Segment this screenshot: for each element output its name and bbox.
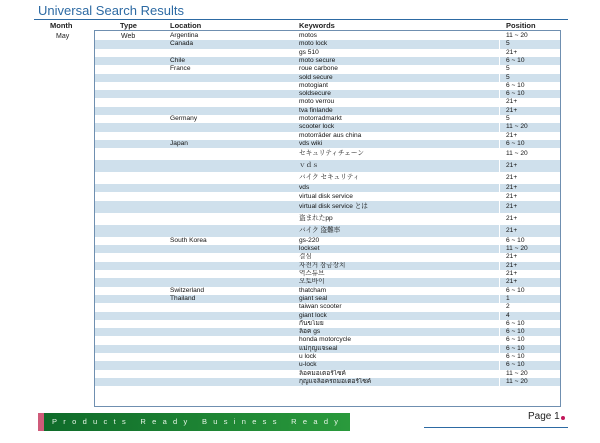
keyword-cell: motorräder aus china xyxy=(299,131,362,139)
position-cell: 21+ xyxy=(506,214,518,222)
position-cell: 21+ xyxy=(506,270,518,277)
table-row xyxy=(95,140,560,148)
keyword-cell: バイク 盗難率 xyxy=(299,226,341,234)
table-row xyxy=(95,303,560,311)
column-divider xyxy=(499,184,500,192)
table-row xyxy=(95,245,560,253)
position-cell: 6 ~ 10 xyxy=(506,344,525,352)
keyword-cell: virtual disk service とは xyxy=(299,202,368,210)
column-divider xyxy=(499,237,500,245)
keyword-cell: 자전거 잠금장치 xyxy=(299,261,346,269)
position-cell: 6 ~ 10 xyxy=(506,286,525,294)
table-row xyxy=(95,172,560,184)
column-divider xyxy=(499,90,500,98)
column-divider xyxy=(499,278,500,286)
column-divider xyxy=(499,213,500,225)
position-cell: 21+ xyxy=(506,261,518,269)
table-row xyxy=(95,32,560,40)
position-cell: 21+ xyxy=(506,278,518,286)
table-row xyxy=(95,361,560,369)
position-cell: 2 xyxy=(506,303,510,311)
table-row xyxy=(95,132,560,140)
keyword-cell: tva finlande xyxy=(299,106,333,114)
location-cell: Chile xyxy=(170,56,186,64)
keyword-cell: moto verrou xyxy=(299,98,335,106)
position-cell: 11 ~ 20 xyxy=(506,369,528,377)
header-position: Position xyxy=(506,21,536,30)
table-row xyxy=(95,201,560,213)
location-cell: France xyxy=(170,65,191,73)
table-row xyxy=(95,225,560,237)
column-divider xyxy=(499,132,500,140)
keyword-cell: 역스튜브 xyxy=(299,270,325,277)
position-cell: 6 ~ 10 xyxy=(506,139,525,147)
table-row xyxy=(95,123,560,131)
column-divider xyxy=(499,270,500,278)
column-divider xyxy=(499,172,500,184)
header-location: Location xyxy=(170,21,202,30)
type-value: Web xyxy=(121,33,136,40)
table-row xyxy=(95,82,560,90)
banner-text: Products Ready Business Ready xyxy=(52,417,345,426)
table-row xyxy=(95,287,560,295)
position-cell: 21+ xyxy=(506,48,518,56)
table-row xyxy=(95,184,560,192)
table-row xyxy=(95,253,560,261)
column-divider xyxy=(499,160,500,172)
keyword-cell: soldsecure xyxy=(299,90,331,98)
column-divider xyxy=(499,148,500,160)
table-row xyxy=(95,193,560,201)
column-divider xyxy=(499,320,500,328)
position-cell: 21+ xyxy=(506,253,518,261)
column-divider xyxy=(499,353,500,361)
table-row xyxy=(95,295,560,303)
table-row xyxy=(95,320,560,328)
position-cell: 11 ~ 20 xyxy=(506,123,528,131)
column-divider xyxy=(499,378,500,386)
keyword-cell: moto secure xyxy=(299,56,336,64)
keyword-cell: vds wiki xyxy=(299,139,323,147)
position-cell: 21+ xyxy=(506,162,518,170)
location-cell: Thailand xyxy=(170,294,196,302)
column-divider xyxy=(499,361,500,369)
location-cell: South Korea xyxy=(170,236,207,244)
header-keywords: Keywords xyxy=(299,21,335,30)
position-cell: 6 ~ 10 xyxy=(506,361,525,369)
keyword-cell: セキュリティチェーン xyxy=(299,150,364,158)
column-divider xyxy=(499,49,500,57)
position-cell: 6 ~ 10 xyxy=(506,56,525,64)
keyword-cell: กันขโมย xyxy=(299,319,324,327)
keyword-cell: ｖｄｓ xyxy=(299,162,319,170)
keyword-cell: u-lock xyxy=(299,361,317,369)
results-table xyxy=(94,30,561,407)
table-row xyxy=(95,49,560,57)
table-row xyxy=(95,328,560,336)
column-divider xyxy=(499,201,500,213)
position-cell: 21+ xyxy=(506,106,518,114)
keyword-cell: แม่กุญแจseal xyxy=(299,344,338,352)
column-divider xyxy=(499,253,500,261)
keyword-cell: バイク セキュリティ xyxy=(299,174,360,182)
column-divider xyxy=(499,32,500,40)
bullet-dot-icon xyxy=(561,416,565,420)
position-cell: 21+ xyxy=(506,131,518,139)
table-row xyxy=(95,312,560,320)
column-divider xyxy=(499,115,500,123)
position-cell: 11 ~ 20 xyxy=(506,150,528,158)
keyword-cell: taiwan scooter xyxy=(299,303,342,311)
position-cell: 5 xyxy=(506,40,510,48)
column-divider xyxy=(499,193,500,201)
table-row xyxy=(95,237,560,245)
column-divider xyxy=(499,370,500,378)
position-cell: 6 ~ 10 xyxy=(506,90,525,98)
table-row xyxy=(95,278,560,286)
month-value: May xyxy=(56,33,70,40)
column-divider xyxy=(499,225,500,237)
table-row xyxy=(95,148,560,160)
column-divider xyxy=(499,74,500,82)
table-row xyxy=(95,40,560,48)
table-row xyxy=(95,107,560,115)
keyword-cell: 盗まれたpp xyxy=(299,214,333,222)
keyword-cell: moto lock xyxy=(299,40,328,48)
table-row xyxy=(95,262,560,270)
position-cell: 6 ~ 10 xyxy=(506,236,525,244)
keyword-cell: gs-220 xyxy=(299,236,320,244)
keyword-cell: motos xyxy=(299,32,317,39)
table-row xyxy=(95,74,560,82)
column-divider xyxy=(499,57,500,65)
column-divider xyxy=(499,287,500,295)
location-cell: Germany xyxy=(170,115,198,122)
table-row xyxy=(95,378,560,386)
keyword-cell: motogiant xyxy=(299,81,328,89)
position-cell: 21+ xyxy=(506,174,518,182)
column-divider xyxy=(499,336,500,344)
footer-banner xyxy=(38,413,350,431)
position-cell: 21+ xyxy=(506,202,518,210)
position-cell: 21+ xyxy=(506,98,518,106)
header-month: Month xyxy=(50,21,73,30)
keyword-cell: scooter lock xyxy=(299,123,335,131)
table-row xyxy=(95,370,560,378)
header-type: Type xyxy=(120,21,137,30)
position-cell: 1 xyxy=(506,294,510,302)
position-cell: 6 ~ 10 xyxy=(506,319,525,327)
table-row xyxy=(95,90,560,98)
keyword-cell: honda motorcycle xyxy=(299,336,352,344)
position-cell: 5 xyxy=(506,73,510,81)
keyword-cell: 오토바이 xyxy=(299,278,325,286)
keyword-cell: giant lock xyxy=(299,311,327,319)
table-row xyxy=(95,213,560,225)
column-divider xyxy=(499,140,500,148)
location-cell: Argentina xyxy=(170,32,199,39)
table-row xyxy=(95,345,560,353)
page-number: Page 1 xyxy=(528,411,560,422)
position-cell: 21+ xyxy=(506,226,518,234)
column-divider xyxy=(499,98,500,106)
column-divider xyxy=(499,262,500,270)
keyword-cell: sold secure xyxy=(299,73,333,81)
column-divider xyxy=(499,82,500,90)
keyword-cell: ล็อค gs xyxy=(299,328,321,336)
keyword-cell: giant seal xyxy=(299,294,328,302)
keyword-cell: motorradmarkt xyxy=(299,115,342,122)
location-cell: Canada xyxy=(170,40,194,48)
title-divider xyxy=(34,19,568,20)
table-row xyxy=(95,336,560,344)
table-row xyxy=(95,98,560,106)
keyword-cell: vds xyxy=(299,184,310,192)
position-cell: 6 ~ 10 xyxy=(506,336,525,344)
column-divider xyxy=(499,303,500,311)
page-title: Universal Search Results xyxy=(38,3,184,18)
position-cell: 6 ~ 10 xyxy=(506,353,525,360)
table-row xyxy=(95,115,560,123)
table-row xyxy=(95,57,560,65)
location-cell: Switzerland xyxy=(170,286,205,294)
column-divider xyxy=(499,345,500,353)
keyword-cell: ล็อคมอเตอร์ไซค์ xyxy=(299,369,346,377)
table-row xyxy=(95,160,560,172)
position-cell: 6 ~ 10 xyxy=(506,81,525,89)
keyword-cell: roue carbone xyxy=(299,65,338,73)
keyword-cell: thatcham xyxy=(299,286,327,294)
column-divider xyxy=(499,107,500,115)
position-cell: 5 xyxy=(506,65,510,73)
column-divider xyxy=(499,40,500,48)
location-cell: Japan xyxy=(170,139,188,147)
keyword-cell: virtual disk service xyxy=(299,192,353,200)
keyword-cell: u lock xyxy=(299,353,317,360)
table-row xyxy=(95,65,560,73)
table-row xyxy=(95,270,560,278)
position-cell: 21+ xyxy=(506,184,518,192)
keyword-cell: lockset xyxy=(299,245,320,253)
table-row xyxy=(95,353,560,361)
keyword-cell: 결심 xyxy=(299,253,312,261)
column-divider xyxy=(499,123,500,131)
position-cell: 6 ~ 10 xyxy=(506,328,525,336)
column-divider xyxy=(499,328,500,336)
column-divider xyxy=(499,295,500,303)
position-cell: 11 ~ 20 xyxy=(506,245,528,253)
position-cell: 5 xyxy=(506,115,510,122)
column-divider xyxy=(499,312,500,320)
column-divider xyxy=(499,245,500,253)
position-cell: 4 xyxy=(506,311,510,319)
footer-divider xyxy=(424,427,568,428)
position-cell: 11 ~ 20 xyxy=(506,377,528,385)
position-cell: 11 ~ 20 xyxy=(506,32,528,39)
column-divider xyxy=(499,65,500,73)
keyword-cell: กุญแจล็อครถมอเตอร์ไซค์ xyxy=(299,377,372,385)
keyword-cell: gs 510 xyxy=(299,48,319,56)
position-cell: 21+ xyxy=(506,192,518,200)
